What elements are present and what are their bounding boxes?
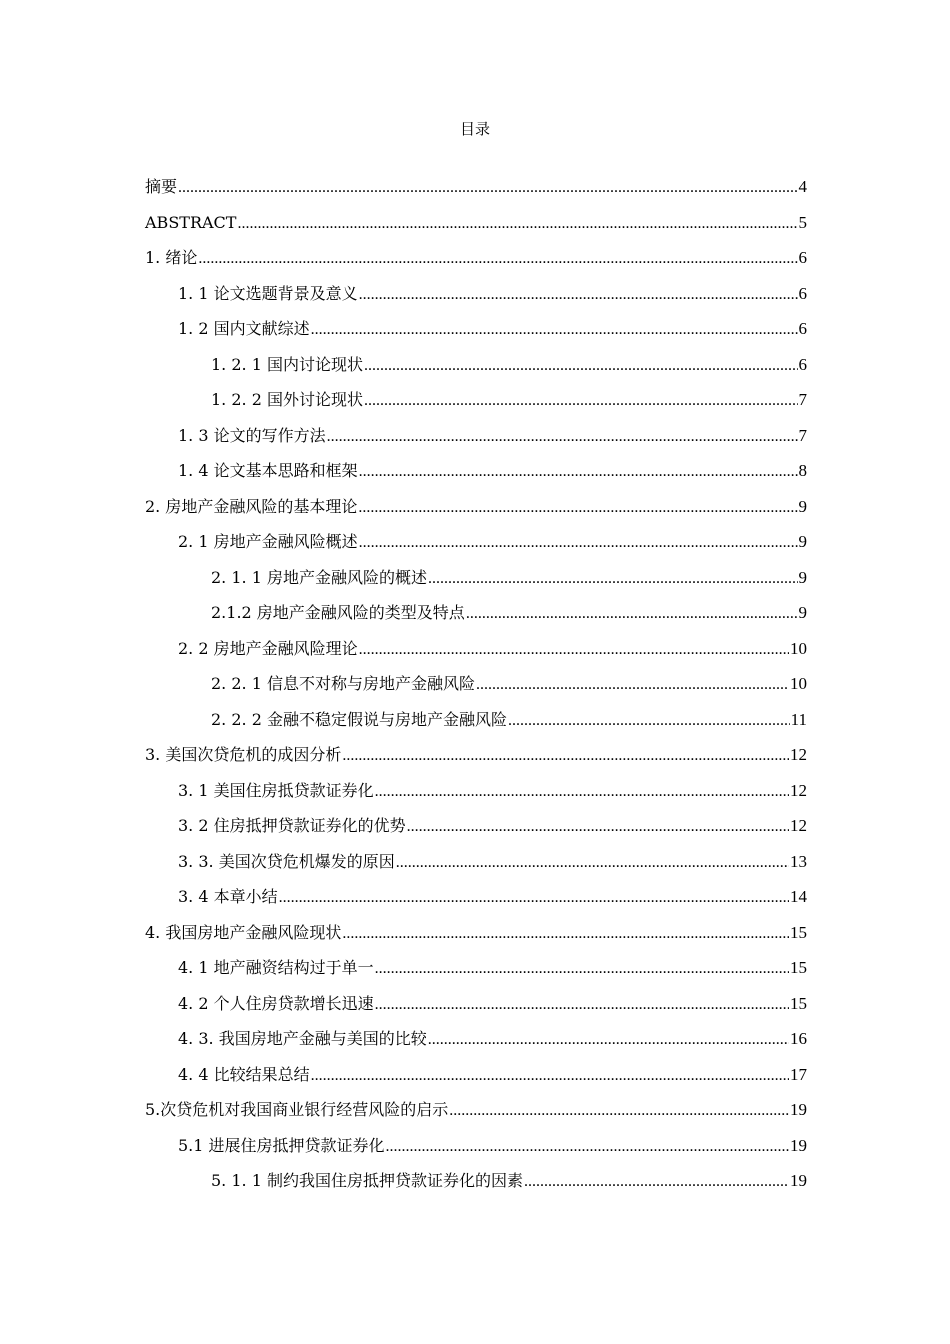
toc-dot-leader: [237, 212, 797, 236]
toc-entry-page-number: 19: [790, 1100, 807, 1119]
toc-entry[interactable]: [145, 282, 807, 318]
toc-dot-leader: [178, 176, 797, 200]
toc-dot-leader: [311, 1064, 789, 1088]
toc-dot-leader: [359, 460, 798, 484]
toc-entry-page-number: 12: [790, 745, 807, 764]
toc-entry-page-number: 8: [798, 461, 807, 480]
toc-entry[interactable]: [145, 388, 807, 424]
toc-entry[interactable]: [145, 637, 807, 673]
toc-entry[interactable]: [145, 850, 807, 886]
toc-entry[interactable]: [145, 779, 807, 815]
toc-entry-label: 2. 2. 1 信息不对称与房地产金融风险: [211, 674, 475, 693]
toc-entry-page-number: 7: [798, 425, 807, 445]
toc-dot-leader: [375, 957, 789, 981]
toc-entry-label: 1. 4 论文基本思路和框架: [178, 461, 358, 480]
toc-dot-leader: [375, 780, 789, 804]
toc-entry-label: 2. 房地产金融风险的基本理论: [145, 496, 358, 516]
toc-entry-label: 3. 1 美国住房抵贷款证券化: [178, 780, 374, 800]
toc-entry-page-number: 6: [798, 248, 807, 267]
toc-dot-leader: [342, 744, 789, 768]
toc-dot-leader: [364, 354, 798, 378]
toc-entry[interactable]: [145, 317, 807, 353]
toc-entry[interactable]: [145, 424, 807, 460]
toc-entry-page-number: 10: [790, 674, 807, 693]
toc-entry-label: 2. 2. 2 金融不稳定假说与房地产金融风险: [211, 709, 507, 729]
toc-entry[interactable]: [145, 814, 807, 850]
toc-entry-label: 3. 4 本章小结: [178, 887, 278, 906]
toc-entry[interactable]: [145, 566, 807, 602]
toc-dot-leader: [359, 638, 789, 662]
toc-entry-page-number: 15: [790, 958, 807, 977]
toc-entry-page-number: 19: [790, 1135, 807, 1155]
toc-entry[interactable]: [145, 921, 807, 957]
toc-dot-leader: [364, 389, 798, 413]
toc-entry-label: 5.1 进展住房抵押贷款证券化: [178, 1135, 385, 1155]
toc-dot-leader: [407, 815, 789, 839]
toc-entry-label: 2. 2 房地产金融风险理论: [178, 638, 358, 658]
toc-entry-label: 1. 2 国内文献综述: [178, 319, 310, 338]
toc-dot-leader: [375, 993, 789, 1017]
toc-dot-leader: [359, 283, 798, 307]
toc-dot-leader: [358, 496, 797, 520]
toc-entry-label: 2.1.2 房地产金融风险的类型及特点: [211, 603, 465, 622]
toc-entry-page-number: 9: [798, 567, 807, 587]
toc-entry-label: 1. 1 论文选题背景及意义: [178, 283, 358, 303]
toc-dot-leader: [327, 425, 798, 449]
toc-entry-label: 4. 3. 我国房地产金融与美国的比较: [178, 1029, 427, 1048]
toc-dot-leader: [279, 886, 789, 910]
toc-entry[interactable]: [145, 1169, 807, 1205]
toc-entry[interactable]: [145, 1027, 807, 1063]
toc-entry-page-number: 13: [790, 851, 807, 871]
toc-entry-page-number: 12: [790, 816, 807, 835]
toc-entry[interactable]: [145, 708, 807, 744]
toc-entry-label: 5. 1. 1 制约我国住房抵押贷款证券化的因素: [211, 1171, 523, 1190]
toc-entry[interactable]: [145, 211, 807, 247]
toc-list: [145, 175, 807, 1205]
toc-entry-page-number: 11: [790, 709, 807, 729]
toc-entry-page-number: 14: [790, 887, 807, 906]
toc-entry[interactable]: [145, 246, 807, 282]
toc-entry-label: 1. 2. 1 国内讨论现状: [211, 354, 363, 374]
toc-entry-label: 摘要: [145, 177, 178, 196]
toc-entry[interactable]: [145, 175, 807, 211]
toc-entry-page-number: 10: [790, 638, 807, 658]
toc-entry-page-number: 6: [798, 283, 807, 303]
toc-entry-page-number: 16: [790, 1029, 807, 1048]
toc-entry[interactable]: [145, 956, 807, 992]
toc-entry-page-number: 7: [798, 390, 807, 409]
toc-entry-page-number: 15: [790, 922, 807, 942]
toc-entry-label: 4. 1 地产融资结构过于单一: [178, 958, 374, 977]
toc-dot-leader: [359, 531, 798, 555]
toc-entry-label: 4. 我国房地产金融风险现状: [145, 922, 342, 942]
toc-entry-label: 2. 1. 1 房地产金融风险的概述: [211, 567, 427, 587]
toc-dot-leader: [386, 1135, 789, 1159]
toc-title: 目录: [459, 120, 490, 138]
toc-dot-leader: [508, 709, 790, 733]
toc-entry-label: 3. 美国次贷危机的成因分析: [145, 745, 342, 764]
toc-entry-label: 4. 4 比较结果总结: [178, 1064, 310, 1084]
toc-dot-leader: [342, 922, 789, 946]
toc-entry[interactable]: [145, 353, 807, 389]
toc-entry-label: ABSTRACT: [145, 212, 237, 232]
toc-entry[interactable]: [145, 672, 807, 708]
toc-entry[interactable]: [145, 1098, 807, 1134]
toc-entry-label: 1. 绪论: [145, 248, 198, 267]
toc-dot-leader: [476, 673, 789, 697]
toc-entry-page-number: 19: [790, 1171, 807, 1190]
toc-entry-label: 2. 1 房地产金融风险概述: [178, 532, 358, 551]
toc-entry-page-number: 6: [798, 354, 807, 374]
toc-dot-leader: [466, 602, 798, 626]
toc-entry-label: 4. 2 个人住房贷款增长迅速: [178, 993, 374, 1013]
toc-entry[interactable]: [145, 1063, 807, 1099]
toc-dot-leader: [449, 1099, 789, 1123]
toc-dot-leader: [428, 567, 798, 591]
toc-entry[interactable]: [145, 743, 807, 779]
toc-entry-page-number: 17: [790, 1064, 807, 1084]
toc-entry-page-number: 9: [798, 496, 807, 516]
toc-entry[interactable]: [145, 1134, 807, 1170]
toc-dot-leader: [198, 247, 797, 271]
toc-dot-leader: [524, 1170, 789, 1194]
toc-entry-page-number: 12: [790, 780, 807, 800]
toc-entry-label: 1. 2. 2 国外讨论现状: [211, 390, 363, 409]
toc-entry[interactable]: [145, 530, 807, 566]
toc-entry[interactable]: [145, 885, 807, 921]
toc-entry[interactable]: [145, 601, 807, 637]
toc-entry-page-number: 6: [798, 319, 807, 338]
toc-dot-leader: [428, 1028, 789, 1052]
toc-entry-label: 3. 3. 美国次贷危机爆发的原因: [178, 851, 395, 871]
toc-entry-label: 3. 2 住房抵押贷款证券化的优势: [178, 816, 406, 835]
toc-entry-label: 1. 3 论文的写作方法: [178, 425, 326, 445]
toc-entry-page-number: 15: [790, 993, 807, 1013]
toc-entry-page-number: 9: [798, 603, 807, 622]
toc-entry-page-number: 5: [798, 212, 807, 232]
toc-entry-label: 5.次贷危机对我国商业银行经营风险的启示: [145, 1100, 449, 1119]
toc-dot-leader: [311, 318, 798, 342]
toc-dot-leader: [396, 851, 789, 875]
toc-entry[interactable]: [145, 459, 807, 495]
toc-entry-page-number: 9: [798, 532, 807, 551]
toc-entry[interactable]: [145, 495, 807, 531]
toc-entry[interactable]: [145, 992, 807, 1028]
toc-entry-page-number: 4: [798, 177, 807, 196]
